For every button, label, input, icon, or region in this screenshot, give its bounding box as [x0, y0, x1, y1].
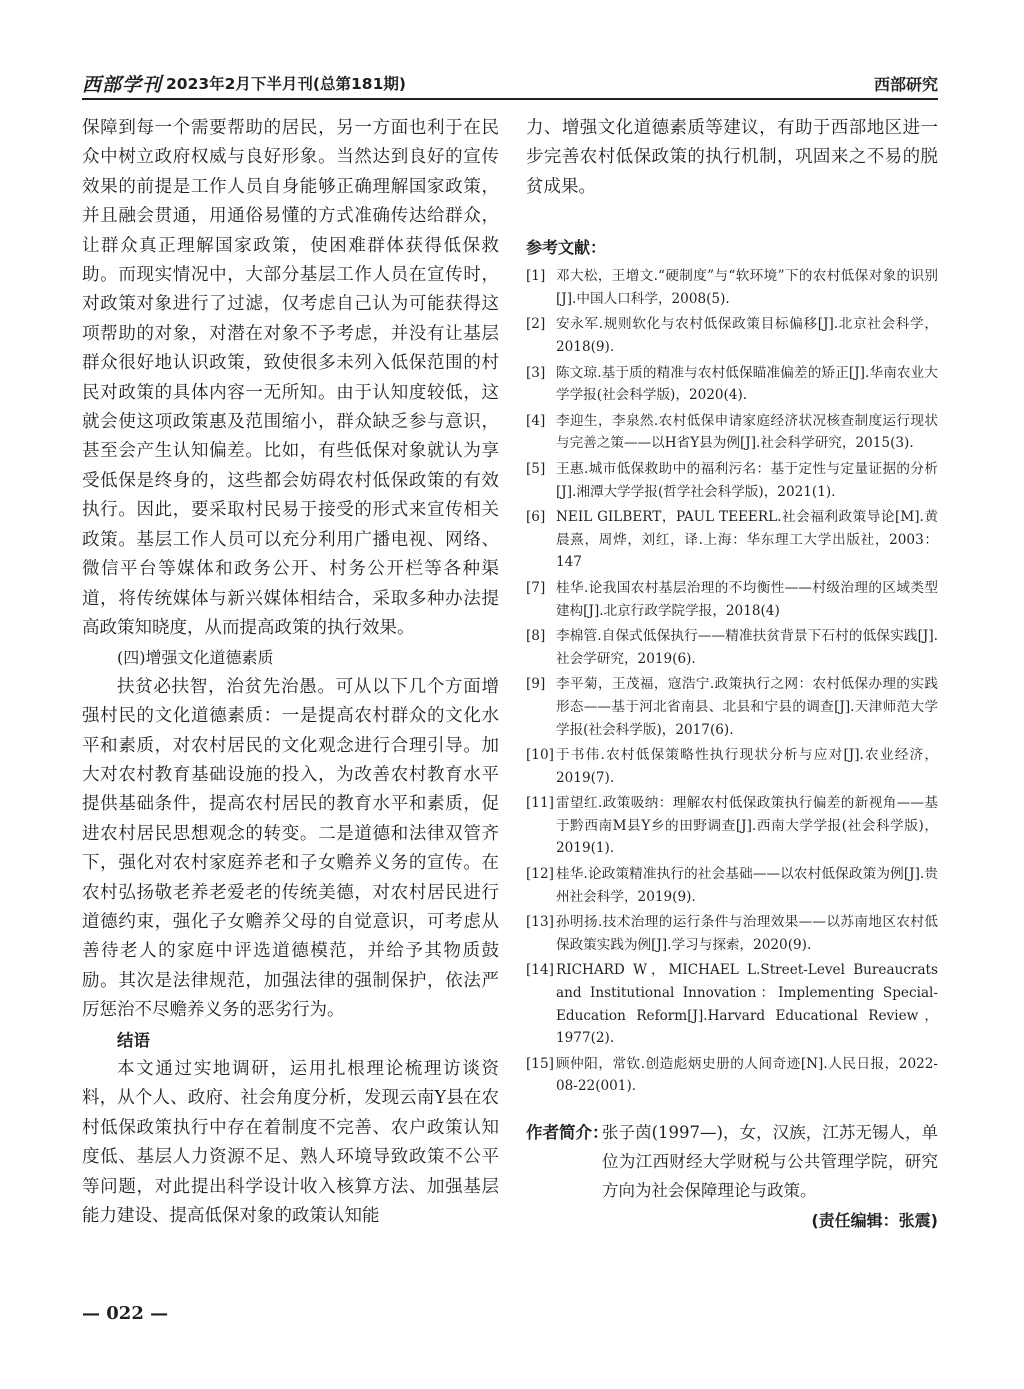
reference-number: [9] [526, 676, 546, 693]
header-rule [82, 98, 938, 100]
references-heading: 参考文献： [526, 238, 607, 258]
reference-item [526, 911, 938, 956]
reference-number: [2] [526, 316, 546, 333]
reference-number: [13] [526, 914, 554, 931]
running-header [82, 68, 938, 100]
author-label: 作者简介： [526, 1123, 609, 1142]
page-number: — 022 — [82, 1303, 169, 1324]
reference-item [526, 458, 938, 503]
reference-number: [14] [526, 962, 554, 979]
paragraph-continued: 保障到每一个需要帮助的居民，另一方面也利于在民众中树立政府权威与良好形象。当然达到良好的宣传效果的前提是工作人员自身能够正确理解国家政策，并且融会贯通，用通俗易懂的方式准确传达给群众，让群众真正理解国家政策，使困难群体获得低保救助。而现实情况中，大部分基层工作人员在宣传时，对政策对象进行了过滤，仅考虑自己认为可能获得这项帮助的对象，对潜在对象不予考虑，并没有让基层群众很好地认识政策，致使很多未列入低保范围的村民对政策的具体内容一无所知。由于认知度较低，这就会使这项政策惠及范围缩小，群众缺乏参与意识，甚至会产生认知偏差。比如，有些低保对象就认为享受低保是终身的，这些都会妨碍农村低保政策的有效执行。因此，要采取村民易于接受的形式来宣传相关政策。基层工作人员可以充分利用广播电视、网络、微信平台等媒体和政务公开、村务公开栏等各种渠道，将传统媒体与新兴媒体相结合，采取多种办法提高政策知晓度，从而提高政策的执行效果。 [82, 118, 499, 638]
journal-masthead: 西部学刊 [82, 74, 163, 96]
reference-text: NEIL GILBERT，PAUL TEEERL.社会福利政策导论[M].黄晨熹，周烨，刘红，译.上海：华东理工大学出版社，2003：147 [556, 509, 938, 571]
reference-number: [3] [526, 364, 546, 381]
left-column [82, 114, 499, 1231]
reference-item [526, 577, 938, 622]
reference-text: 雷望红.政策吸纳：理解农村低保政策执行偏差的新视角——基于黔西南M县Y乡的田野调查[J].西南大学学报(社会科学版)，2019(1). [556, 795, 938, 857]
reference-number: [11] [526, 795, 554, 812]
reference-item [526, 313, 938, 358]
reference-number: [7] [526, 579, 546, 596]
reference-item [526, 625, 938, 670]
reference-text: 桂华.论我国农村基层治理的不均衡性——村级治理的区域类型建构[J].北京行政学院学报，2018(4) [556, 579, 938, 619]
issue-info: 2023年2月下半月刊(总第181期) [166, 75, 406, 93]
reference-item [526, 506, 938, 574]
reference-number: [4] [526, 412, 546, 429]
reference-text: 李棉管.自保式低保执行——精准扶贫背景下石村的低保实践[J].社会学研究，2019(6). [556, 628, 938, 667]
conclusion-heading: 结语 [117, 1030, 150, 1050]
section-name: 西部研究 [873, 75, 938, 94]
reference-item [526, 863, 938, 908]
conclusion-paragraph-continued: 力、增强文化道德素质等建议，有助于西部地区进一步完善农村低保政策的执行机制，巩固来之不易的脱贫成果。 [526, 118, 938, 197]
reference-text: 李平菊，王茂福，寇浩宁.政策执行之网：农村低保办理的实践形态——基于河北省南县、北县和宁县的调查[J].天津师范大学学报(社会科学版)，2017(6). [556, 676, 938, 738]
reference-text: RICHARD W，MICHAEL L.Street-Level Bureaucrats and Institutional Innovation：Implementing Special-Education Reform[J].Harvard Educational Review，1977(2). [556, 962, 938, 1047]
reference-item [526, 673, 938, 741]
reference-item [526, 959, 938, 1049]
reference-number: [8] [526, 628, 546, 645]
reference-item [526, 792, 938, 860]
reference-item [526, 1053, 938, 1098]
reference-item [526, 265, 938, 310]
reference-number: [6] [526, 509, 546, 526]
conclusion-paragraph: 本文通过实地调研，运用扎根理论梳理访谈资料，从个人、政府、社会角度分析，发现云南Y县在农村低保政策执行中存在着制度不完善、农户政策认知度低、基层人力资源不足、熟人环境导致政策不公平等问题，对此提出科学设计收入核算方法、加强基层能力建设、提高低保对象的政策认知能 [82, 1059, 499, 1227]
author-text: 张子茵(1997—)，女，汉族，江苏无锡人，单位为江西财经大学财税与公共管理学院，研究方向为社会保障理论与政策。 [602, 1123, 938, 1200]
reference-text: 李迎生，李泉然.农村低保申请家庭经济状况核查制度运行现状与完善之策——以H省Y县为例[J].社会科学研究，2015(3). [556, 412, 938, 452]
reference-number: [10] [526, 747, 554, 764]
reference-list [526, 265, 938, 1098]
reference-item [526, 362, 938, 407]
reference-text: 王惠.城市低保救助中的福利污名：基于定性与定量证据的分析[J].湘潭大学学报(哲学社会科学版)，2021(1). [556, 460, 938, 500]
reference-text: 顾仲阳，常钦.创造彪炳史册的人间奇迹[N].人民日报，2022-08-22(001). [556, 1055, 938, 1095]
reference-number: [1] [526, 268, 546, 285]
right-column [526, 114, 938, 1235]
author-bio [526, 1118, 938, 1205]
reference-number: [5] [526, 460, 546, 477]
reference-item [526, 410, 938, 455]
responsible-editor: (责任编辑：张震) [811, 1211, 938, 1230]
reference-item [526, 744, 938, 789]
section-subheading: (四)增强文化道德素质 [117, 648, 274, 668]
reference-number: [12] [526, 866, 554, 883]
reference-text: 孙明扬.技术治理的运行条件与治理效果——以苏南地区农村低保政策实践为例[J].学习与探索，2020(9). [556, 914, 938, 953]
reference-text: 安永军.规则软化与农村低保政策目标偏移[J].北京社会科学，2018(9). [556, 316, 938, 355]
paragraph: 扶贫必扶智，治贫先治愚。可从以下几个方面增强村民的文化道德素质：一是提高农村群众的文化水平和素质，对农村居民的文化观念进行合理引导。加大对农村教育基础设施的投入，为改善农村教育水平提供基础条件，提高农村居民的教育水平和素质，促进农村居民思想观念的转变。二是道德和法律双管齐下，强化对农村家庭养老和子女赡养义务的宣传。在农村弘扬敬老养老爱老的传统美德，对农村居民进行道德约束，强化子女赡养父母的自觉意识，可考虑从善待老人的家庭中评选道德模范，并给予其物质鼓励。其次是法律规范，加强法律的强制保护，依法严厉惩治不尽赡养义务的恶劣行为。 [82, 676, 499, 1021]
reference-text: 陈文琼.基于质的精准与农村低保瞄准偏差的矫正[J].华南农业大学学报(社会科学版)，2020(4). [556, 364, 938, 404]
reference-text: 邓大松，王增文.“硬制度”与“软环境”下的农村低保对象的识别[J].中国人口科学，2008(5). [556, 268, 938, 307]
reference-number: [15] [526, 1055, 554, 1072]
reference-text: 于书伟.农村低保策略性执行现状分析与应对[J].农业经济，2019(7). [556, 747, 938, 786]
reference-text: 桂华.论政策精准执行的社会基础——以农村低保政策为例[J].贵州社会科学，2019(9). [556, 866, 938, 905]
